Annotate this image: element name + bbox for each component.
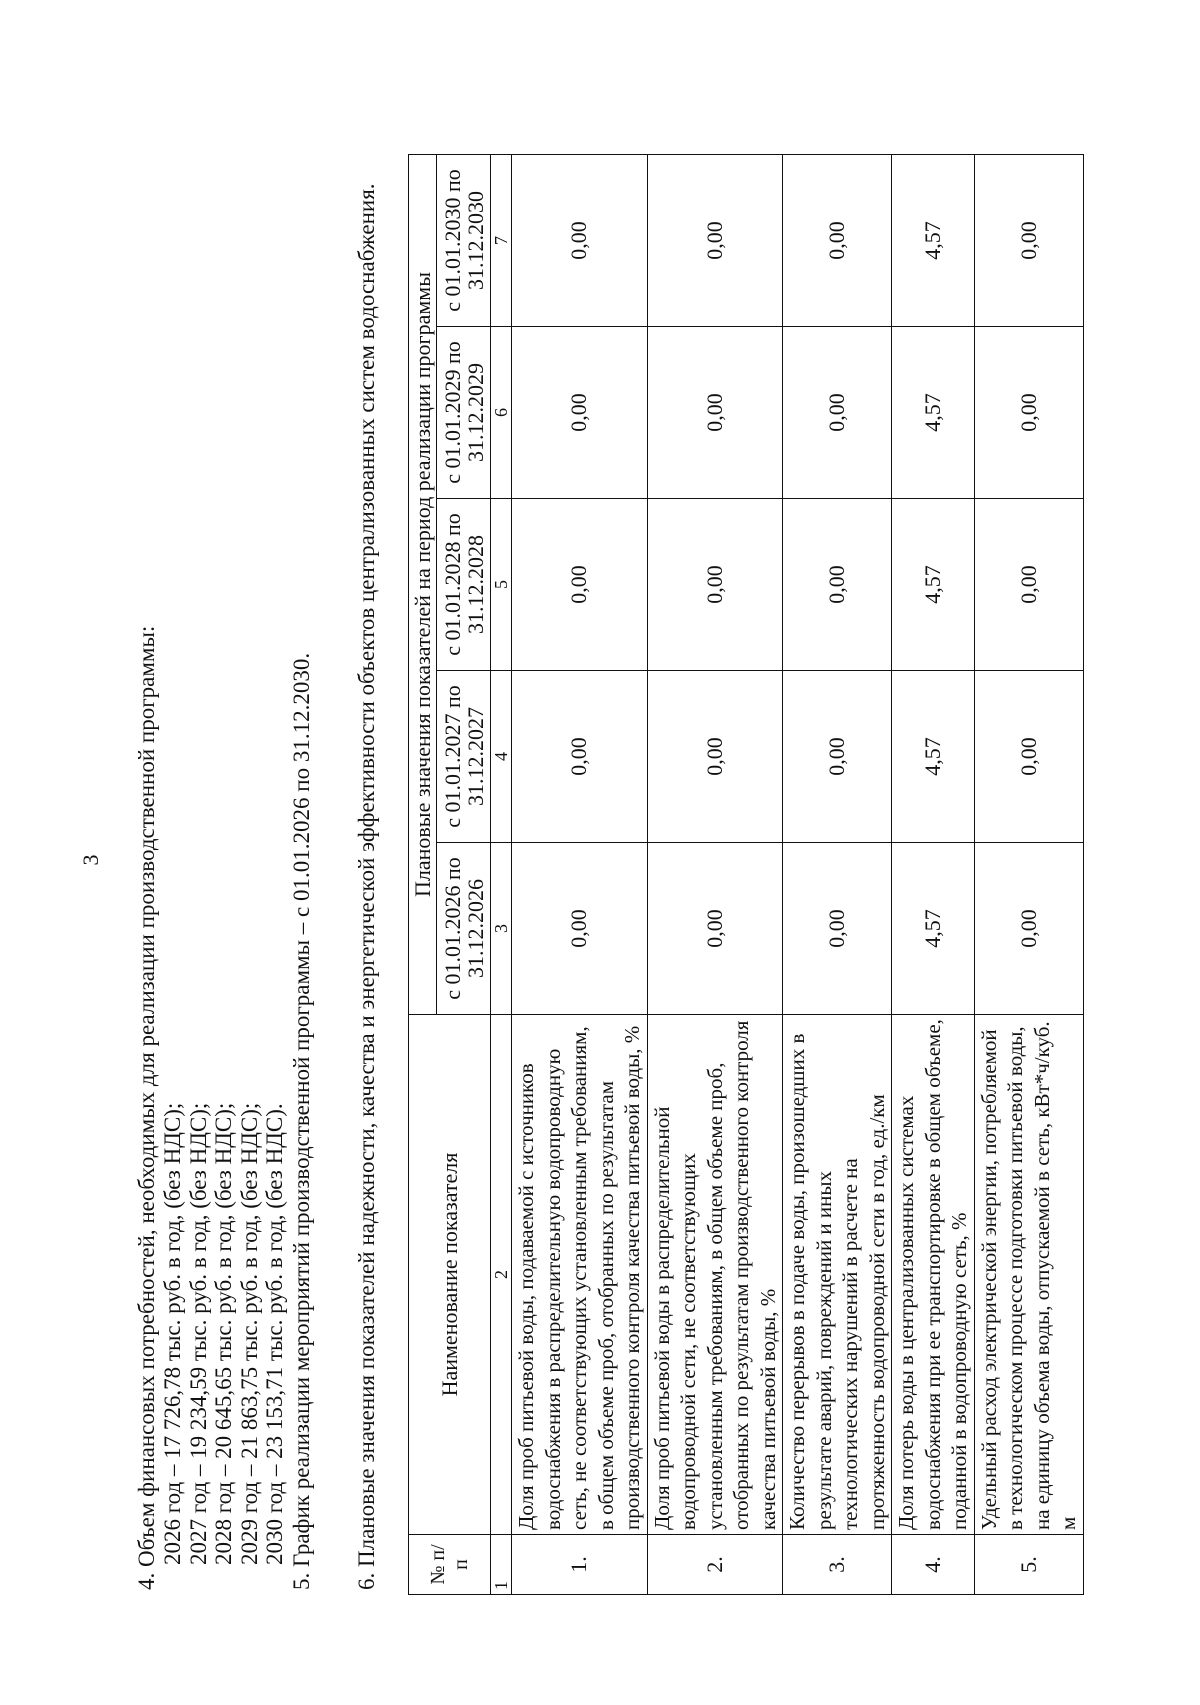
row-value: 0,00 <box>647 671 783 843</box>
row-value: 4,57 <box>892 155 975 327</box>
row-value: 0,00 <box>512 843 648 1015</box>
row-value: 0,00 <box>783 843 892 1015</box>
row-no: 2. <box>647 1535 783 1595</box>
row-value: 0,00 <box>974 155 1083 327</box>
header-period: с 01.01.2026 по 31.12.2026 <box>437 843 491 1015</box>
row-value: 0,00 <box>512 499 648 671</box>
section-4-heading: 4. Объем финансовых потребностей, необходимых для реализации производственной программы: <box>134 625 159 1590</box>
header-period: с 01.01.2027 по 31.12.2027 <box>437 671 491 843</box>
row-value: 0,00 <box>783 327 892 499</box>
row-value: 0,00 <box>647 499 783 671</box>
year-line: 2027 год – 19 234,59 тыс. руб. в год, (без НДС); <box>185 1102 211 1565</box>
column-index: 2 <box>491 1015 512 1535</box>
row-value: 0,00 <box>512 671 648 843</box>
row-value: 0,00 <box>647 843 783 1015</box>
row-indicator-name: Доля проб питьевой воды, подаваемой с источников водоснабжения в распределительную водопроводную сеть, не соответствующих установленным требованиям, в общем объеме проб, отобранных по результатам производственного контроля качества питьевой воды, % <box>512 1015 648 1535</box>
header-plan-group: Плановые значения показателей на период реализации программы <box>409 155 437 1015</box>
row-value: 0,00 <box>783 155 892 327</box>
header-period: с 01.01.2028 по 31.12.2028 <box>437 499 491 671</box>
row-indicator-name: Удельный расход электрической энергии, потребляемой в технологическом процессе подготовки питьевой воды, на единицу объема воды, отпускаемой в сеть, кВт*ч/куб. м <box>974 1015 1083 1535</box>
column-index: 6 <box>491 327 512 499</box>
row-value: 0,00 <box>974 499 1083 671</box>
header-period: с 01.01.2029 по 31.12.2029 <box>437 327 491 499</box>
table-row <box>783 155 892 1595</box>
column-index: 3 <box>491 843 512 1015</box>
row-no: 1. <box>512 1535 648 1595</box>
page-number: 3 <box>78 854 103 866</box>
row-indicator-name: Количество перерывов в подаче воды, произошедших в результате аварий, повреждений и иных технологических нарушений в расчете на протяженность водопроводной сети в год, ед./км <box>783 1015 892 1535</box>
row-value: 0,00 <box>647 327 783 499</box>
row-value: 0,00 <box>783 671 892 843</box>
section-6-text: 6. Плановые значения показателей надежности, качества и энергетической эффективности объектов централизованных систем водоснабжения. <box>354 183 379 1590</box>
year-line: 2026 год – 17 726,78 тыс. руб. в год, (без НДС); <box>160 1102 185 1565</box>
financial-years-list <box>160 1103 288 1565</box>
row-value: 4,57 <box>892 671 975 843</box>
column-index: 5 <box>491 499 512 671</box>
row-value: 0,00 <box>783 499 892 671</box>
year-line: 2030 год – 23 153,71 тыс. руб. в год, (без НДС). <box>262 1103 287 1565</box>
row-value: 0,00 <box>974 671 1083 843</box>
row-value: 0,00 <box>974 843 1083 1015</box>
row-value: 0,00 <box>512 327 648 499</box>
row-indicator-name: Доля проб питьевой воды в распределительной водопроводной сети, не соответствующих установленным требованиям, в общем объеме проб, отобранных по результатам производственного контроля качества питьевой воды, % <box>647 1015 783 1535</box>
table-row <box>512 155 648 1595</box>
year-line: 2028 год – 20 645,65 тыс. руб. в год, (без НДС); <box>211 1102 236 1565</box>
row-value: 0,00 <box>647 155 783 327</box>
column-index: 4 <box>491 671 512 843</box>
header-name: Наименование показателя <box>409 1015 491 1535</box>
row-indicator-name: Доля потерь воды в централизованных системах водоснабжения при ее транспортировке в общем объеме, поданной в водопроводную сеть, % <box>892 1015 975 1535</box>
year-line: 2029 год – 21 863,75 тыс. руб. в год, (без НДС); <box>236 1102 262 1565</box>
header-no: № п/п <box>409 1535 491 1595</box>
row-value: 0,00 <box>974 327 1083 499</box>
table-row <box>647 155 783 1595</box>
row-no: 3. <box>783 1535 892 1595</box>
section-5-text: 5. График реализации мероприятий производственной программы – с 01.01.2026 по 31.12.2030. <box>289 652 314 1590</box>
row-value: 4,57 <box>892 843 975 1015</box>
row-value: 0,00 <box>512 155 648 327</box>
column-index: 1 <box>491 1535 512 1595</box>
table-row <box>892 155 975 1595</box>
row-no: 4. <box>892 1535 975 1595</box>
row-value: 4,57 <box>892 499 975 671</box>
row-value: 4,57 <box>892 327 975 499</box>
indicators-table <box>408 154 1084 1595</box>
table-row <box>974 155 1083 1595</box>
column-index: 7 <box>491 155 512 327</box>
row-no: 5. <box>974 1535 1083 1595</box>
header-period: с 01.01.2030 по 31.12.2030 <box>437 155 491 327</box>
